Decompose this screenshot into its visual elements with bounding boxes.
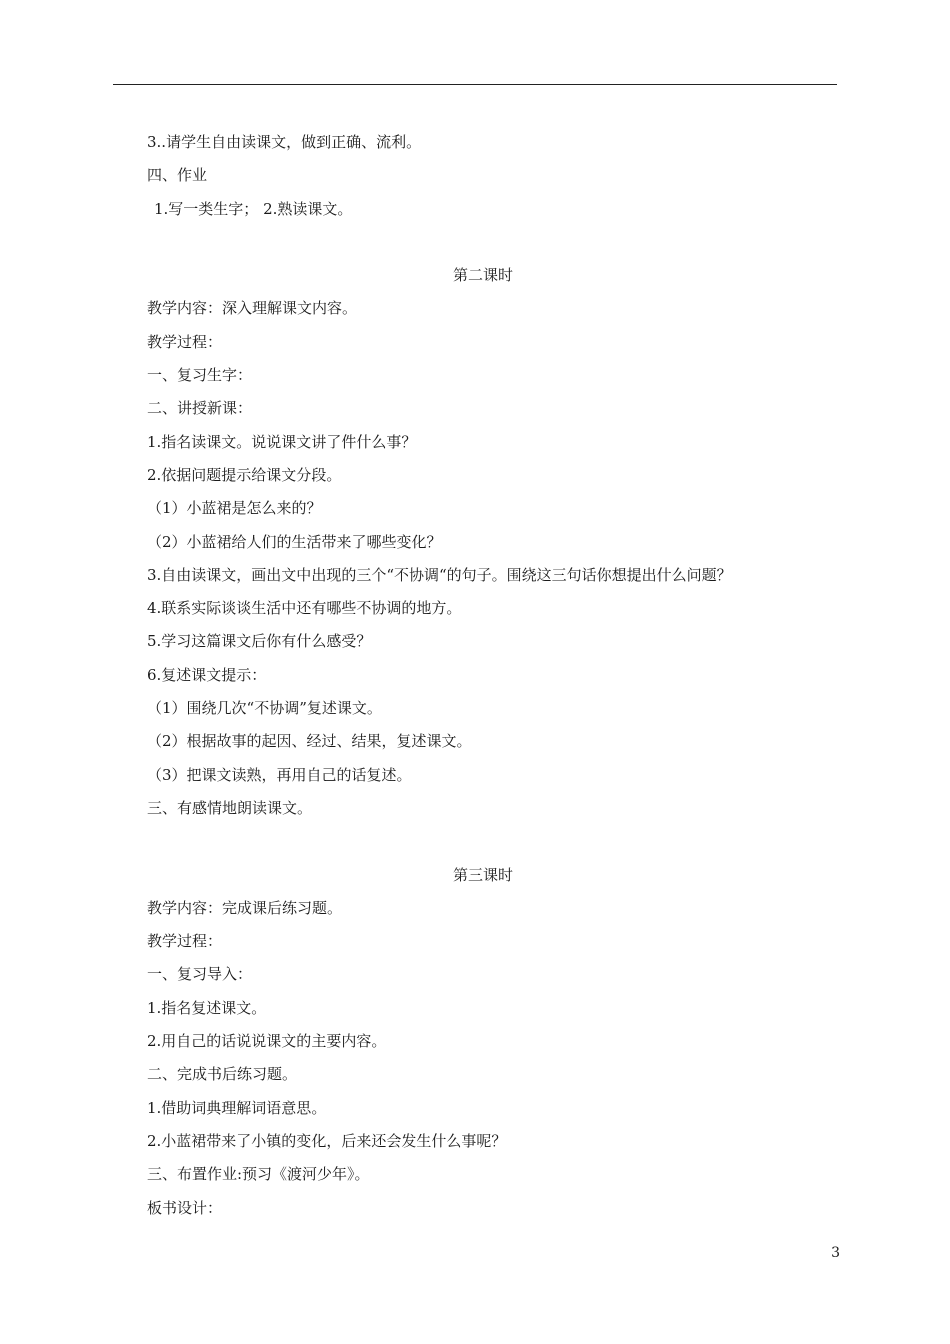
text-line: （1）小蓝裙是怎么来的？ (147, 499, 322, 518)
section-heading: 三、布置作业:预习《渡河少年》。 (147, 1165, 370, 1184)
section-heading: 二、完成书后练习题。 (147, 1065, 298, 1084)
text-line: 4.联系实际谈谈生活中还有哪些不协调的地方。 (147, 599, 462, 618)
blank-line (147, 825, 827, 858)
text-line: 教学内容：深入理解课文内容。 (147, 299, 358, 318)
lesson-title: 第三课时 (452, 865, 513, 884)
text-line: 2.小蓝裙带来了小镇的变化，后来还会发生什么事呢？ (147, 1131, 507, 1150)
text-line: 板书设计： (147, 1198, 223, 1217)
text-line: 3..请学生自由读课文，做到正确、流利。 (147, 133, 422, 151)
section-heading: 一、复习生字： (147, 366, 253, 385)
section-heading: 四、作业 (147, 166, 208, 185)
text-line: 1.指名复述课文。 (147, 998, 267, 1017)
text-line: 6.复述课文提示： (147, 665, 267, 684)
lesson-title: 第二课时 (452, 266, 513, 285)
document-body (147, 126, 827, 1225)
text-line: 3.自由读课文，画出文中出现的三个“不协调“的句子。围绕这三句话你想提出什么问题？ (147, 565, 732, 584)
text-line: 1.写一类生字； 2.熟读课文。 (154, 199, 353, 218)
text-line: 教学过程： (147, 332, 223, 351)
text-line: （2）根据故事的起因、经过、结果，复述课文。 (147, 732, 472, 751)
text-line: 1.指名读课文。说说课文讲了件什么事？ (147, 432, 417, 451)
text-line: 2.依据问题提示给课文分段。 (147, 465, 342, 484)
page-number: 3 (831, 1245, 840, 1261)
header-rule (113, 84, 837, 85)
blank-line (147, 226, 827, 259)
section-heading: 二、讲授新课： (147, 399, 253, 418)
text-line: （3）把课文读熟，再用自己的话复述。 (147, 765, 412, 784)
text-line: （2）小蓝裙给人们的生活带来了哪些变化？ (147, 532, 442, 551)
text-line: 教学过程： (147, 932, 223, 951)
text-line: （1）围绕几次“不协调”复述课文。 (147, 699, 382, 718)
text-line: 教学内容：完成课后练习题。 (147, 898, 343, 917)
text-line: 2.用自己的话说说课文的主要内容。 (147, 1032, 387, 1051)
text-line: 1.借助词典理解词语意思。 (147, 1098, 327, 1117)
text-line: 5.学习这篇课文后你有什么感受？ (147, 632, 372, 651)
section-heading: 三、有感情地朗读课文。 (147, 798, 313, 817)
section-heading: 一、复习导入： (147, 965, 253, 984)
